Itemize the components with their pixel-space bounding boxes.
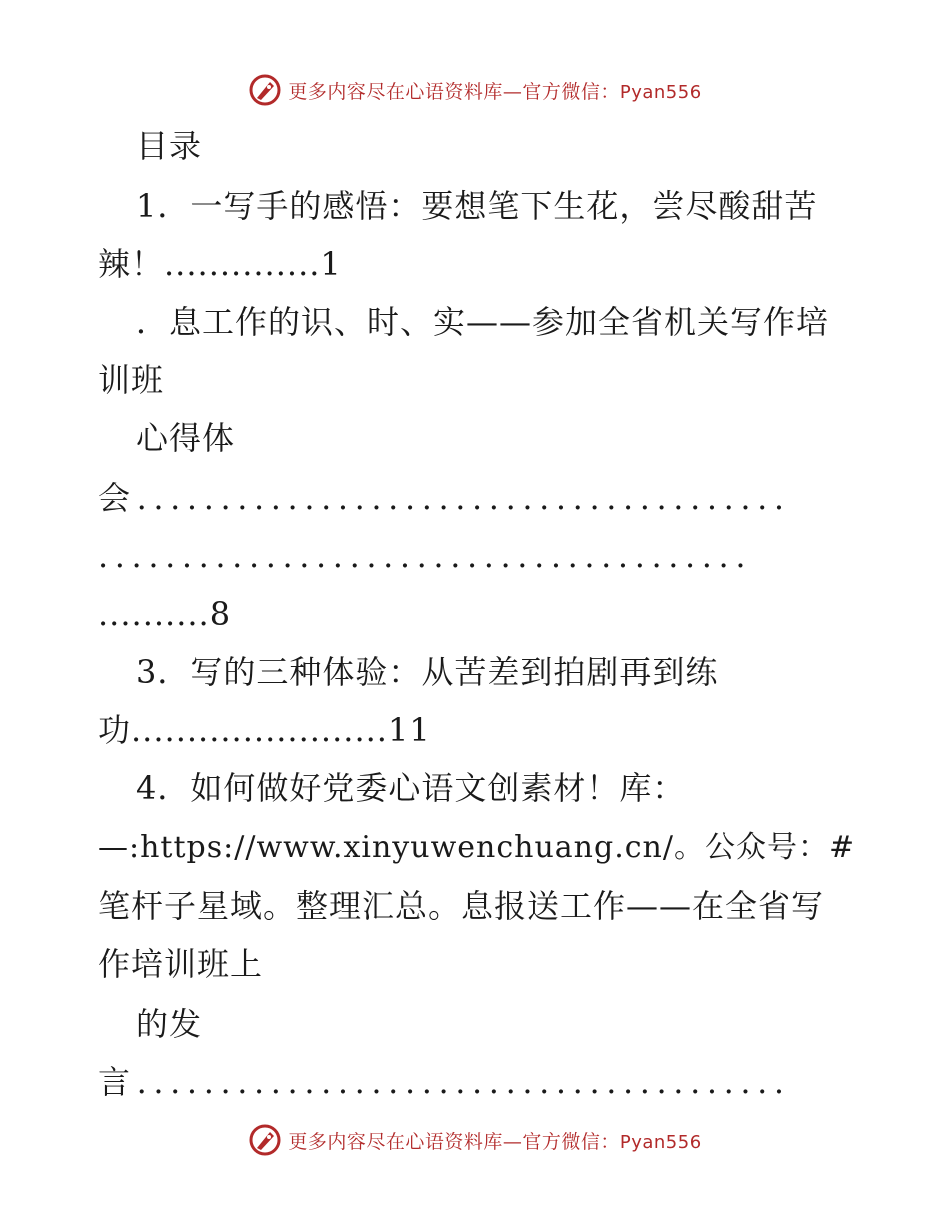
banner-separator: — (502, 1130, 523, 1153)
toc-entry-4-line-4: 作培训班上 (98, 945, 264, 983)
banner-wechat-id: Pyan556 (619, 1131, 702, 1153)
toc-entry-4-line-6: 言....................................... (98, 1063, 791, 1101)
pen-nib-logo-icon (248, 1123, 282, 1157)
toc-entry-2-line-1: ．息工作的识、时、实——参加全省机关写作培 (136, 303, 830, 341)
toc-entry-2-line-6: ..........8 (98, 595, 232, 633)
banner-wechat-label: 官方微信： (522, 1130, 620, 1153)
toc-title: 目录 (136, 127, 203, 165)
banner-text (288, 77, 701, 104)
footer-banner (0, 1120, 950, 1160)
toc-entry-3-line-1: 3．写的三种体验：从苦差到拍剧再到练 (136, 653, 719, 691)
toc-entry-2-line-4: 会....................................... (98, 479, 791, 517)
toc-entry-2-line-5: ....................................... (98, 537, 753, 575)
toc-entry-2-line-3: 心得体 (136, 419, 236, 457)
toc-entry-1-line-1: 1．一写手的感悟：要想笔下生花，尝尽酸甜苦 (136, 187, 818, 225)
toc-entry-4-line-2: —:https://www.xinyuwenchuang.cn/。公众号：# (98, 830, 856, 865)
pen-nib-logo-icon (248, 73, 282, 107)
header-banner (0, 70, 950, 110)
toc-entry-4-line-5: 的发 (136, 1005, 203, 1043)
toc-entry-1-line-2: 辣！..............1 (98, 245, 342, 283)
toc-entry-2-line-2: 训班 (98, 361, 165, 399)
toc-entry-4-line-1: 4．如何做好党委心语文创素材！库： (136, 769, 686, 807)
banner-site-name: 更多内容尽在心语资料库 (288, 1130, 503, 1153)
toc-entry-3-line-2: 功.......................11 (98, 711, 431, 749)
banner-separator: — (502, 80, 523, 103)
banner-wechat-label: 官方微信： (522, 80, 620, 103)
banner-text (288, 1127, 701, 1154)
banner-wechat-id: Pyan556 (619, 81, 702, 103)
toc-entry-4-line-3: 笔杆子星域。整理汇总。息报送工作——在全省写 (98, 887, 825, 925)
banner-site-name: 更多内容尽在心语资料库 (288, 80, 503, 103)
